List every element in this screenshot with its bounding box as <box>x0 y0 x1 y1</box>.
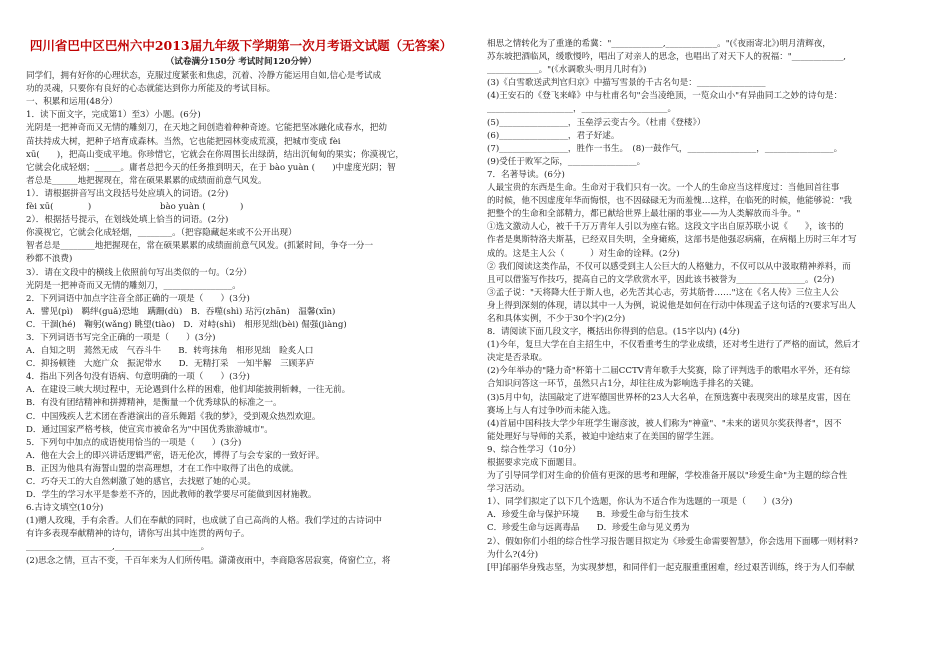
text-line: 6.古诗文填空(10分) <box>26 503 104 514</box>
text-line: (2)今年举办的"隆力奇"杯第十二届CCTV青年歌手大奖赛，除了评判选手的歌唱水平外，还有综 <box>487 366 851 377</box>
text-line: 赛场上与人有过争吵而未能入选。 <box>487 405 616 416</box>
text-line: 8．请阅读下面几段文字，概括出你得到的信息。(15字以内) (4分) <box>487 327 740 338</box>
text-line: 成的。这是主人公（ ）对生命的诠释。(2分) <box>487 248 680 259</box>
text-line: C．抑扬顿锉 大庭广众 振泥带水 D．无精打采 一知半解 三顾茅庐 <box>26 359 315 370</box>
text-line: 1．读下面文字，完成第1）至3）小题。(6分) <box>26 110 201 121</box>
text-line: 5．下列句中加点的成语使用恰当的一项是（ ）(3分) <box>26 437 242 448</box>
text-line: (1)赠人玫瑰，手有余香。人们在奉献的同时，也成就了自己高尚的人格。我们学过的古诗词中 <box>26 516 382 527</box>
text-line: xū( )，把高山变成平地。你珍惜它，它就会在你周围长出绿荫，结出沉甸甸的果实；你漠视它， <box>26 149 405 160</box>
text-line: 合知识问答这一环节，虽然只占1分，却往往成为影响选手排名的关键。 <box>487 379 759 390</box>
text-line: 它就会化成轻烟；______。庸者总把今天的任务推到明天，在于 bào yuàn ( )中虚度光阴；智 <box>26 162 396 173</box>
text-line: (5)________________，玉垒浮云变古今。（杜甫《登楼》） <box>487 117 706 128</box>
text-line: [甲]邰丽华身残志坚，为实现梦想，和同伴们一起克服重重困难，经过艰苦训练，终于为人们奉献 <box>487 562 855 573</box>
text-line: 3）．请在文段中的横线上依照前句写出类似的一句。（2分） <box>26 267 252 278</box>
text-line: 根据要求完成下面题目。 <box>487 458 582 468</box>
text-line: (7)________________，胜作一书生。 (8)一鼓作气，________________，________________。 <box>487 143 843 154</box>
text-line: 2）、假如你们小组的综合性学习报告题目拟定为《珍爱生命需要智慧》，你会选用下面哪一则材料? <box>487 536 859 547</box>
text-line: 光阴是一把神奇而又无情的雕刻刀，在天地之间创造着种种奇迹。它能把坚冰融化成春水，把幼 <box>26 123 387 134</box>
text-line: (4)首届中国科技大学少年班学生谢彦波，被人们称为"神童"、"未来的诺贝尔奖获得者"，因不 <box>487 418 842 429</box>
text-line: 能处理好与导师的关系，被迫中途结束了在美国的留学生涯。 <box>487 431 720 442</box>
text-line: 且可以借鉴写作技巧，提高自己的文学欣赏水平，因此该书被誉为________________。(2分) <box>487 274 835 285</box>
text-line: 2．下列词语中加点字注音全部正确的一项是（ ）(3分) <box>26 293 250 304</box>
text-line: A．自知之明 蔫然无成 气吞斗牛 B．转弯抹角 相形见绌 睑炙人口 <box>26 346 314 357</box>
text-line: 秒都不浪费) <box>26 254 73 265</box>
right-column <box>487 38 924 575</box>
text-line: C．巧夺天工的大自然刺激了她的感官，去找慰了她的心灵。 <box>26 477 257 487</box>
text-line: 有许多表现奉献精神的诗句，请你写出其中连贯的两句子。 <box>26 529 250 540</box>
text-line: D．学生的学习水平是参差不齐的，因此教师的教学要尽可能做到因材施教。 <box>26 490 317 501</box>
exam-subtitle: （试卷满分150分 考试时间120分钟） <box>165 57 317 67</box>
left-body <box>26 70 456 568</box>
text-line: ____________。"(《水调歌头·明月几时有》) <box>487 65 647 76</box>
text-line: 4．指出下列各句没有语病、句意明确的一项（ ）(3分) <box>26 372 250 383</box>
text-line: 名和具体实例，不少于30个字)(2分) <box>487 313 626 324</box>
text-line: A．在建设三峡大坝过程中，无论遇到什么样的困难，他们却能披荆斩棘，一往无前。 <box>26 385 351 396</box>
text-line: 功的灵魂，只要你有良好的心态就能达到你力所能及的考试目标。 <box>26 84 276 95</box>
text-line: 身上得到深刻的体现，请以其中一人为例，说说他是如何在行动中体现孟子这句话的?(要求写出人 <box>487 300 856 311</box>
text-line: 苗扶持成大树，把种子培育成森林。当然，它也能把园林变成荒漠，把城市变成 fèi <box>26 136 341 147</box>
text-line: ② 我们阅读这类作品，不仅可以感受到主人公巨大的人格魅力，不仅可以从中汲取精神养料，而 <box>487 261 851 272</box>
text-line: 决定是否录取。 <box>487 353 548 364</box>
text-line: C．中国残疾人艺术团在香港演出的音乐舞蹈《我的梦》，受到观众热烈欢迎。 <box>26 411 321 422</box>
text-line: (2)思念之情，亘古不变，千百年来为人们所传唱。潇潇夜雨中，李商隐客居寂寞，倚窗伫立，将 <box>26 555 391 566</box>
text-line: ____________________，____________________。 <box>487 104 677 115</box>
text-line: B．有没有团结精神和拼搏精神，是衡量一个优秀球队的标准之一。 <box>26 398 282 409</box>
text-line: 1）、同学们拟定了以下几个选题，你认为不适合作为选题的一项是（ ）(3分) <box>487 497 793 508</box>
left-column <box>26 38 456 568</box>
text-line: (3)5月中旬，法国敲定了进军德国世界杯的23人大名单，在预选赛中表现突出的球星皮雷，因在 <box>487 392 851 403</box>
text-line: A．珍爱生命与保护环境 B．珍爱生命与衍生技术 <box>487 510 689 521</box>
text-line: 7．名著导读。(6分) <box>487 169 565 180</box>
text-line: (4)王安石的《登飞来峰》中与杜甫名句"会当凌绝顶，一览众山小"有异曲同工之妙的诗句是： <box>487 91 843 102</box>
text-line: 把整个的生命和全部精力，都已献给世界上最壮丽的事业——为人类解放而斗争。" <box>487 209 801 220</box>
text-line: (6)________________，君子好逑。 <box>487 130 620 141</box>
text-line: 1）．请根据拼音写出文段括号处应填入的词语。(2分) <box>26 188 229 199</box>
text-line: (3)《白雪歌送武判官归京》中描写雪景的千古名句是：________________ <box>487 78 766 89</box>
text-line: 光阴是一把神奇而又无情的雕刻刀，________________。 <box>26 280 241 291</box>
text-line: 学习活动。 <box>487 484 530 495</box>
text-line: 者总是______地把握现在，常在硕果累累的成绩面前意气风发。 <box>26 175 267 186</box>
text-line: A．他在大会上的即兴讲话逻辑严密，语无伦次，博得了与会专家的一致好评。 <box>26 450 325 461</box>
text-line: fèi xū( ) bào yuàn ( ) <box>26 202 244 213</box>
text-line: 为什么?(4分) <box>487 549 539 560</box>
text-line: 2）．根据括号提示，在划线处填上恰当的词语。(2分) <box>26 215 229 226</box>
text-line: ③孟子说："天将降大任于斯人也，必先苦其心志，劳其筋骨……"这在《名人传》三位主人公 <box>487 287 839 298</box>
text-line: 你漠视它，它就会化成轻烟，________。（把容隐藏起来或不公开出现） <box>26 228 297 239</box>
text-line: C．珍爱生命与远离毒品 D．珍爱生命与见义勇为 <box>487 523 690 534</box>
text-line: 作者是奥斯特洛夫斯基，已经双目失明，全身瘫痪，这部书是他强忍病痛，在病榻上历时三年才写 <box>487 235 857 246</box>
text-line: (1)今年，复旦大学在自主招生中，不仅看重考生的学业成绩，还对考生进行了严格的面试，然后才 <box>487 340 861 351</box>
text-line: B．正因为他具有海誓山盟的崇高理想，才在工作中取得了出色的成就。 <box>26 463 299 474</box>
text-line: 苏东坡把酒临风，缓歌慢吟，唱出了对亲人的思念，也唱出了对天下人的祝福："____________, <box>487 52 847 63</box>
text-line: 智者总是________地把握现在，常在硕果累累的成绩面前意气风发。(抓紧时间，争夺一分一 <box>26 241 374 252</box>
right-body <box>487 38 924 575</box>
text-line: 一、积累和运用(48分） <box>26 97 118 108</box>
text-line: A．譬见(pì) 羁绊(guǎ)恐地 蹒跚(dù) B．吞噬(shì) 玷污(zhān) 温馨(xīn) <box>26 306 336 317</box>
text-line: ____________________,____________________。 <box>26 542 210 553</box>
text-line: 为了引导同学们对生命的价值有更深的思考和理解，学校准备开展以"珍爱生命"为主题的综合性 <box>487 471 848 482</box>
text-line: 同学们，拥有好你的心理状态，克服过度紧张和焦虑，沉着、冷静方能运用自如,信心是考试成 <box>26 71 382 82</box>
text-line: 的时候，他不因虚度年华而悔恨，也不因碌碌无为而羞愧…这样，在临死的时候，他能够说："我 <box>487 196 852 207</box>
text-line: (9)受任于败军之际，________________。 <box>487 156 646 167</box>
text-line: 3．下列词语书写完全正确的一项是（ ）(3分) <box>26 332 216 343</box>
text-line: ①选文激动人心，被千千万万青年人引以为座右铭。这段文字出自原苏联小说《 》，该书的 <box>487 222 844 233</box>
text-line: 9、综合性学习（10分） <box>487 444 581 455</box>
exam-title: 四川省巴中区巴州六中2013届九年级下学期第一次月考语文试题（无答案） <box>29 38 453 53</box>
text-line: 人最宝贵的东西是生命。生命对于我们只有一次。一个人的生命应当这样度过：当他回首往事 <box>487 183 840 194</box>
text-line: 相思之情转化为了重逢的希冀："____________,____________。"(《夜雨寄北》)明月清辉夜， <box>487 39 831 49</box>
text-line: C．干涸(hé) 鞠躬(wǎng) 眺望(tiào) D．对峙(shì) 相形见绌(bèi) 倔强(jiàng) <box>26 319 347 330</box>
text-line: D．通过国家严格考核，使宣宾市被命名为"中国优秀旅游城市"。 <box>26 424 273 435</box>
